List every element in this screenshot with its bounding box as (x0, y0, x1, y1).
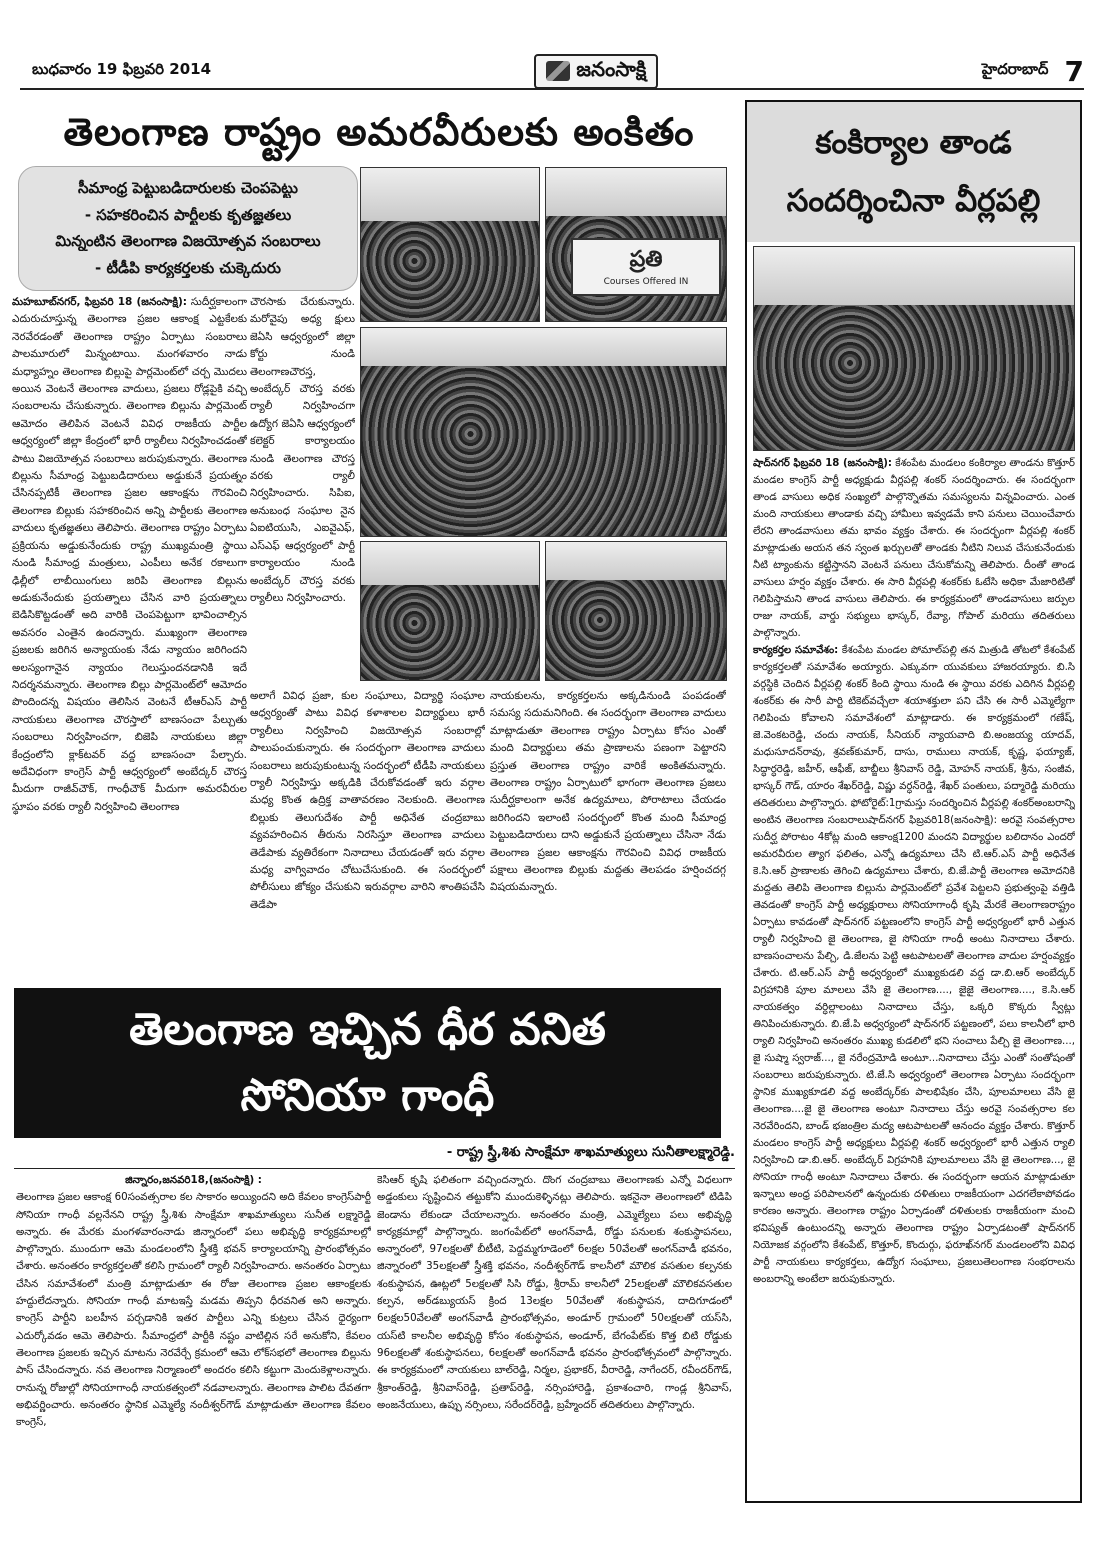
story1-column-3 (490, 688, 726, 980)
story3-column-1 (16, 1172, 371, 1522)
story2-text-2: కేశంపేట మండల పోమాల్‌పల్లి తన మిత్రుడి తోటలో కేశంపేట్ కార్యకర్తలతో సమావేశం అయ్యారు. ఎక్కువగా యువకులు హాజరయ్యారు. బి.సి వర్గస్థికి చెందిన వీర్లపల్లి శంకర్ కింది స్థాయి నుండి ఈ స్థాయి వరకు ఎదిగిన వీర్లపల్లి శంకర్‌కు ఈ సారీ పార్టి టికెట్‌వచ్చేలా శయాశక్తులా పని చేసి ఈ సారీ ఎమ్మెల్యేగా గెలిపించు కోవాలని సమావేశంలో మాట్లాడారు. ఈ కార్యక్రమంలో గణేష్, జె.వెంకటరెడ్డి, చందు నాయక్, సీనియర్ న్యాయవాది బి.అంజయ్య యాదవ్, మధుసూదన్‌రావు, శ్రవణ్‌కుమార్, దాసు, రాములు నాయక్, కృష్ణ, ఫయ్యాజ్, సిద్ధార్ధరెడ్డి, జహీర్, ఆఫీజ్, బాబ్జీలు శ్రీనివాస్ రెడ్డి, మోహన్ నాయక్, శ్రీను, సంజీవ, భాస్కర్ గౌడ్, యారం శేఖర్‌రెడ్డి, విష్ణు వర్ధన్‌రెడ్డి, శేఖర్ పంతులు, పద్మారెడ్డి మరియు తదితరులు పాల్గొన్నారు. ఫోటోరైట్:1గ్రామస్తు సందర్శించిన వీర్లపల్లి శంకర్‌అంబరాన్ని అంటిన తెలంగాణ సంబరాలుషాద్‌నగర్ ఫిబ్రవరి18(జనంసాక్షి): అరవై సంవత్సరాల సుదీర్ఘ పోరాటం 4కోట్ల మంది ఆకాంక్ష1200 మందని విద్యార్థుల బలిదానం ఎందరో అమరవీరుల త్యాగ ఫలితం, ఎన్నో ఉద్యమాలు చేసి టి.ఆర్.ఎస్ పార్టీ అధినేత కె.సి.ఆర్ ప్రాణాలకు తెగించి ఉద్యమాలు చేశారు, బి.జే.పార్టీ తెలంగాణ అమోదనికి మద్దతు తెలిపి తెలంగాణ బిల్లును పార్లమెంట్‌లో ప్రవేశ పెట్టలని ప్రభుత్వంపై వత్తిడి తెవడంతో కాంగ్రెస్ పార్టీ అధ్యక్షురాలు సోనియాగాంధీ కృషి మేరకే తెలంగాణరాష్ట్రం ఏర్పాటు కావడంతో షాద్‌నగర్ పట్టణంలోని కాంగ్రెస్ పార్టీ అధ్వర్యంలో భారీ ఎత్తున ర్యాలీ నిర్వహించి జై తెలంగాణ, జై సోనియా గాంధీ అంటు నినాదాలు చేశారు. బాణసంచాలను పేల్చి, డి.జేలను పెట్టి ఆటపాటలతో తెలంగాణ వాదుల హర్షంవ్యక్తం చేశారు. టి.ఆర్.ఎస్ పార్టీ అధ్వర్యంలో ముఖ్యకుడలి వద్ద డా.బి.ఆర్ అంబేద్కర్ విగ్రహానికి పూల మాలలు వేసి జై తెలంగాణ...., జైజై తెలంగాణ...., కె.సి.ఆర్ నాయకత్వం వర్ధిల్లాలంటు నినాదాలు చేస్తు, ఒక్కరి కొక్కరు స్వీట్లు తినిపించుకున్నారు. బి.జే.పి అధ్వర్యంలో షాద్‌నగర్ పట్టణంలో, పలు కాలనీలో భారి ర్యాలి నిర్వహించి అనంతరం ముఖ్య కుడలిలో భని సంచాలు పేల్చి జై తెలంగాణ..., జై సుష్మా స్వరాజ్..., జై నరేంద్రమోడి అంటూ...నినాదాలు చేస్తు ఎంతో సంతోషంతో సంబరాలు జరుపుకున్నారు. టి.జే.సి అధ్వర్యంలో తెలంగాణ ఏర్పాటు సందర్భంగా స్థానిక ముఖ్యకూడలి వద్ద అంబేద్కర్‌కు పాలభిషేకం చేసి, పూలమాలలు వేసి జై తెలంగాణ....జై జై తెలంగాణ అంటూ నినాదాలు చేస్తు అరవై సంవత్సరాల కల నెరవేరిందని, బాండ్ భజంత్రిల మద్య ఆటపాటలతో ఆనందం వ్యక్తం చేశారు. కొత్తూర్ మండలం కాంగ్రెస్ పార్టీ అధ్యక్షులు వీర్లపల్లి శంకర్ అధ్వర్యంలో భారీ ఎత్తున ర్యాలి నిర్వహించి డా.బి.ఆర్. అంబేద్కర్ విగ్రహనికి పూలమాలలు వేసి జై తెలంగాణ..., జై సోనియా గాంధీ అంటూ నినాదాలు చేశారు. ఈ సందర్భంగా ఆయన మాట్లాడుతూ ఇన్నాలు అంధ్ర పరిపాలనలో ఉన్నందుకు దళితులు రాజకీయంగా ఎదగలేకాపోవడం కారణం అన్నారు. తెలంగాణ రాష్ట్రం ఏర్పాడంతో దళితులకు రాజకీయంగా మంచి భవిష్యత్ ఉంటుందన్ని అన్నారు తెలంగాణ రాష్ట్రం ఏర్పాడటంతో షాద్‌నగర్ నియోజక వర్గంలోని కేశంపేట్, కొత్తూర్, కొందుర్గు, ఫరూఖ్‌నగర్ మండలంలోని వివిధ పార్టీ నాయకులు కార్యకర్తలు, ఉద్యోగ సంఘాలు, ప్రజలుతెలంగాణ సంభరాలను అంబరాన్ని అంటేలా జరుపుకున్నారు. (753, 645, 1075, 1285)
story3-body-2: కెసిఆర్ కృషి ఫలితంగా వచ్చిందన్నారు. దొంగ చంద్రబాబు తెలంగాణకు ఎన్నో విధలుగా అడ్డంకులు సృష్టించిన తట్టుకోని ముందుకెళ్ళినట్లు తెలిపారు. ఇకనైనా తెలంగాణలో టిడిపి జెండాను లేకుండా చేయాలన్నారు. అనంతరం మంత్రి, ఎమ్మెల్యేలు పలు అభివృద్ధి కార్యక్రమాల్లో పాల్గొన్నారు. జంగంపేట్‌లో అంగన్‌వాడీ, రోడ్డు పనులకు శంకుస్థాపనలు, అన్నారంలో, 97లక్షలతో బీటీటి, పెద్దమ్మగూడెంలో 6లక్షల 50వేలతో అంగన్‌వాడీ భవనం, జిన్నారంలో 35లక్షలతో స్త్రీశక్తి భవనం, నందీశ్వర్‌గౌడ్ కాలనీలో మౌలిక వసతుల కల్పనకు శంకుస్థాపన, ఊట్లలో 5లక్షలతో సిసి రోడ్డు, శ్రీరామ్ కాలనీలో 25లక్షలతో మౌలికవసతుల కల్పన, అర్‌డబ్యుయస్ క్రింద 13లక్షల 50వేలతో శంకుస్థాపన, దాదిగూడంలో 6లక్షల50వేలతో అంగన్‌వాడీ ప్రారంభోత్సవం, అండూర్ గ్రామంలో 50లక్షలతో యస్‌సి, యస్‌టి కాలనీల అభివృద్ధి కోసం శంకుస్థాపన, అండూర్, బేగంపేట్‌కు కొత్త బిటి రోడ్డుకు 96లక్షలతో శంకుస్థాపనలు, 6లక్షలతో అంగన్‌వాడీ భవనం ప్రారంభోత్సవంలో పాల్గొన్నారు. ఈ కార్యక్రమంలో నాయకులు బాల్‌రెడ్డి, నిర్మల, ప్రభాకర్, వీరారెడ్డి, నాగేందర్, రవీందర్‌గౌడ్, శ్రీకాంత్‌రెడ్డి, శ్రీనివాస్‌రెడ్డి, ప్రతాప్‌రెడ్డి, నర్సింహారెడ్డి, ప్రకాశంచారి, గాండ్ల శ్రీనివాస్, అంజనేయులు, ఉప్పు నర్సింలు, సరేందర్‌రెడ్డి, బ్రహ్మేందర్ తదితరులు పాల్గొన్నారు. (377, 1174, 732, 1411)
story1-column-2b (250, 688, 485, 980)
story3-quote: - రాష్ట్ర స్త్రీ,శిశు సాంక్షేమా శాఖమాత్యులు సునీతాలక్ష్మారెడ్డి. (446, 1145, 735, 1160)
story1-subheads (18, 166, 358, 291)
story3-body-1: తెలంగాణ ప్రజల ఆకాంక్ష 60సంవత్సరాల కల సాకారం అయ్యిందని అది కేవలం కాంగ్రెస్‌పార్టీ సోనియా గాంధీ వల్లనేనని రాష్ట్ర స్త్రీ,శిశు సాంక్షేమా శాఖమాత్యులు సునీత లక్ష్మారెడ్డి అన్నారు. ఈ మేరకు మంగళవారంనాడు జిన్నారంలో పలు అభివృద్ధి కార్యక్రమాలల్లో పాల్గొన్నారు. ముందుగా ఆమె మండలంలోని స్త్రీశక్తి భవన్ కార్యాలయాన్ని ప్రారంభోత్సవం చేశారు. అనంతరం కార్యకర్తలతో కలిసి గ్రామంలో ర్యాలీ నిర్వహించారు. అనంతరం ఏర్పాటు చేసిన సమావేశంలో మంత్రి మాట్లాడుతూ ఈ రోజు తెలంగాణ ప్రజల ఆకాంక్షలకు హద్దులేదన్నారు. సోనియా గాంధీ మాటఇస్తే మడమ తిప్పని ధీరవనిత అని అన్నారు. కాంగ్రెస్ పార్టీని బలహీన పర్చడానికి ఇతర పార్టీలు ఎన్ని కుట్రలు చేసిన ధైర్యంగా ఎదుర్కోవడం ఆమె తెలిపారు. సీమాంధ్రలో పార్టీకి నష్టం వాటిల్లిన సరే అనుకోని, కేవలం తెలంగాణ ప్రజలకు ఇచ్చిన మాటను నెరవేర్చే క్రమంలో ఆమె లోక్‌సభలో తెలంగాణ బిల్లును పాస్ చేసిందన్నారు. నవ తెలంగాణ నిర్మాణంలో అందరం కలిసి కట్టుగా మెందుకెళ్లాలన్నారు. రానున్న రోజుల్లో సోనియాగాంధీ నాయకత్వంలో నడవాలన్నారు. తెలంగాణ పాలిట దేవతగా అభివర్ణించారు. అనంతరం స్థానిక ఎమ్మెల్యే నందీశ్వర్‌గౌడ్ మాట్లాడుతూ తెలంగాణ కేవలం కాంగ్రెస్, (16, 1191, 371, 1429)
photo-rally-crowd (545, 541, 727, 681)
newspaper-logo (534, 54, 658, 89)
banner-text: ప్రతి (629, 247, 663, 272)
divider (14, 1168, 735, 1169)
story3-column-2 (377, 1172, 732, 1522)
story2-headline (747, 102, 1080, 242)
story2-subhead: కార్యకర్తల సమావేశం: (753, 645, 839, 656)
story3-headline-line2: సోనియా గాంధీ (240, 1070, 495, 1121)
photo-rally-bikes (360, 167, 540, 322)
edition-city: హైదరాబాద్ (981, 60, 1049, 78)
story1-column-1 (12, 294, 247, 980)
story1-headline: తెలంగాణ రాష్ట్రం అమరవీరులకు అంకితం (63, 110, 695, 154)
story1-dateline: మహబూబ్‌నగర్, ఫిబ్రవరి 18 (జనంసాక్షి): (12, 296, 187, 308)
story1-body-2: చౌరసాకు చేరుకున్నారు. మరోవైపు అధ్య క్షులు జెఏసి ఆధ్వర్యంలో జిల్లా కోర్టు నుండి తెలంగాణచౌరస్త, అంబేద్కర్ చౌరస్త వరకు ర్యాలీ నిర్వహించగా ఉద్యోగ జెఏసి ఆధ్వర్యంలో కలెక్టర్ కార్యాలయం నుండి తెలంగాణ చౌరస్త వరకు ర్యాలీ నిర్వహించారు. సిపిఐ, అనుబంధ సంఘాల నైన ఏఐటియుసి, ఎఐవైఎఫ్, ఎస్ఎఫ్ ఆధ్వర్యంలో పార్టీ కార్యాలయం నుండి అంబేద్కర్ చౌరస్త వరకు ర్యాలీలు నిర్వహించారు. (250, 296, 355, 604)
story2-body (753, 455, 1075, 1500)
photo-leader-visit (753, 246, 1075, 451)
story1-body-3: నాయకులను, కార్యకర్తలను అక్కడినుండి పంపడంతో సమస్య సదుమనిగింది. ఈ సందర్భంగా తెలంగాణ వాదులు మాట్లాడుతూ తెలంగాణ రాష్ట్రం ఏర్పాటు కోసం ఎంతో మంది విద్యార్థులు తమ ప్రాణాలను పణంగా పెట్టారని ప్రస్తుత తెలంగాణ రాష్ట్రం వారికే అంకితమన్నారు. తెలంగాణ రాష్ట్రం ఏర్పాటులో భాగంగా తెలంగాణ ప్రజలు సుదీర్ఘకాలంగా అనేక ఉద్యమాలు, పోరాటాలు చేయడం జరిగిందని ఇలాంటి సందర్భంలో కొంత మంది సీమాంధ్ర పెట్టుబడిదారులు దాని అడ్డుకునే ప్రయత్నాలు చేసినా నేడు తెలంగాణ ప్రజల ఆకాంక్షను గౌరవించి వివిధ రాజకీయ పక్షాలు తెలంగాణ బిల్లుకు మద్దతు తెలపడం హర్షించదగ్గ విషయమన్నారు. (490, 690, 726, 894)
story1-column-2 (250, 294, 355, 684)
subhead-line: - టీడీపి కార్యకర్తలకు చుక్కెదురు (95, 259, 281, 278)
issue-date: బుధవారం 19 ఫిబ్రవరి 2014 (32, 60, 212, 78)
story3-headline (14, 988, 721, 1138)
story2-headline-line2: సందర్శించినా వీర్లపల్లి (786, 183, 1041, 219)
banner-subtext: Courses Offered IN (603, 277, 689, 287)
story2-dateline: షాద్‌నగర్ ఫిబ్రవరి 18 (జనంసాక్షి): (753, 458, 892, 469)
story3-dateline-wrap (16, 1172, 371, 1189)
story2-headline-line1: కంకిర్యాల తాండ (815, 125, 1012, 161)
subhead-line: మిన్నంటిన తెలంగాణ విజయోత్సవ సంబరాలు (55, 232, 321, 251)
page-number: 7 (1064, 54, 1084, 88)
masthead (20, 54, 1084, 90)
story2-text-1: కేశంపేట మండలం కంకిర్యాల తాండను కొత్తూర్ మండల కాంగ్రెస్ పార్టీ అధ్యక్షుడు వీర్లపల్లి శంకర్ సందర్శించారు. ఈ సందర్భంగా తాండ వాసులు అధిక సంఖ్యలో పాల్గొన్నొతమ సమస్యలను విన్నవించారు. ఎంత మంది నాయకులు తాండాకు వచ్చి హామీలు ఇవ్వడమే కాని పనులు చెయించేవారు లేరని తాండవాసులు తమ భావం వ్యక్తం చేశారు. ఈ సందర్భంగా వీర్లపల్లి శంకర్ మాట్లాడుతు అయన తన స్వంత ఖర్చులతో తాండకు నీటిని నిలువ చేసుకునేందుకు నీటి ట్యాంకును కట్టిస్తానని వెంటనే పనులు చేసుకోమన్ని తెలిపారు. దీంతో తాండ వాసులు హర్షం వ్యక్తం చేశారు. ఈ సారి వీర్లపల్లి శంకర్‌కు ఓటేసి అధికా మేజారిటితో గెలిపిస్తామని తాండ వాసులు తెలిపారు. ఈ కార్యక్రమంలో తాండవాసులు జర్పుల రాజు నాయక్, వార్డు సభ్యులు భాస్కర్, రేవ్యా, గోపాల్ మరియు తదితరులు పాల్గొన్నారు. (753, 458, 1075, 639)
logo-icon (546, 61, 570, 81)
masthead-right (982, 55, 1084, 88)
story1-body-2b: అలాగే వివిధ ప్రజా, కుల సంఘాలు, విద్యార్థి సంఘాల ఆధ్వర్యంతో పాటు వివిధ కళాశాలల విద్యార్థులు భారీ ర్యాలీలు నిర్వహించి విజయోత్సవ సంబరాల్లో పాలుపంచుకున్నారు. ఈ సందర్భంగా తెలంగాణ వాదులు సంబరాలు జరుపుకుంటున్న సందర్భంలో టీడీపి నాయకులు ర్యాలీ నిర్వహిస్తు అక్కడికి చేరుకోవడంతో ఇరు వర్గాల మధ్య కొంత ఉద్రిక్త వాతావరణం నెలకుంది. తెలంగాణ బిల్లుకు తెలుగుదేశం పార్టీ అధినేత చంద్రబాబు వ్యవహరించిన తీరును నిరసిస్తూ తెలంగాణ వాదులు తెడేపాకు వ్యతిరేకంగా నినాదాలు చేయడంతో ఇరు వర్గాల మధ్య వాగ్వివాదం చోటుచేసుకుంది. ఈ సందర్భంలో పోలీసులు జోక్యం చేసుకుని ఇరువర్గాల వారిని శాంతిపచేసి తెడేపా (250, 690, 485, 911)
photo-rally-banner (545, 167, 727, 322)
subhead-line: సీమాంధ్ర పెట్టుబడిదారులకు చెంపపెట్టు (78, 178, 298, 197)
story3-headline-line1: తెలంగాణ ఇచ్చిన ధీర వనిత (129, 1004, 606, 1055)
banner-sign (571, 238, 721, 296)
story3-dateline: జిన్నారం,జనవరి18,(జనంసాక్షి) : (125, 1174, 262, 1186)
subhead-line: - సహకరించిన పార్టీలకు కృతజ్ఞతలు (84, 205, 292, 224)
story1-body-1: సుదీర్ఘకాలంగా ఎదురుచూస్తున్న తెలంగాణ ప్రజల ఆకాంక్ష ఎట్టకేలకు నెరవేరడంతో తెలంగాణ రాష్ట్రం ఏర్పాటు సంబరాలు పాలమూరులో మిన్నంటాయి. మంగళవారం నాడు మధ్యాహ్నం తెలంగాణ బిల్లుపై పార్లమెంట్‌లో చర్చ మొదలు అయిన వెంటనే తెలంగాణ వాదులు, ప్రజలు రోడ్లపైకి వచ్చి సంబరాలను చేసుకున్నారు. తెలంగాణ బిల్లును పార్లమెంట్ ఆమోదం తెలిపిన వెంటనే వివిధ రాజకీయ పార్టీల ఆధ్వర్యంలో జిల్లా కేంద్రంలో భారీ ర్యాలీలు నిర్వహించడంతో పాటు విజయోత్సవ సంబరాలు జరుపుకున్నారు. తెలంగాణ బిల్లును సీమాంధ్ర పెట్టుబడిదారులు అడ్డుకునే ప్రయత్నం చేసినప్పటికీ తెలంగాణ ప్రజల ఆకాంక్షను గౌరవించి తెలంగాణ బిల్లుకు సహకరించిన అన్ని పార్టీలకు తెలంగాణ వాదులు కృతజ్ఞతలు తెలిపారు. తెలంగాణ రాష్ట్రం ఏర్పాటు ప్రక్రియను అడ్డుకునేందుకు రాష్ట్ర ముఖ్యమంత్రి స్థాయి నుండి సీమాంధ్ర మంత్రులు, ఎంపీలు అనేక రకాలుగా ఢిల్లీలో లాబీయింగులు జరిపి తెలంగాణ బిల్లును అడుకునేందుకు ప్రయత్నాలు చేసిన వారి ప్రయత్నాలు బెడిసికొట్టడంతో అది వారికి చెంపపెట్టుగా భావించాల్సిన అవసరం ఎంతైన ఉందన్నారు. ముఖ్యంగా తెలంగాణ ప్రజలకు జరిగిన అన్యాయంకు నేడు న్యాయం జరిగిందని అలస్యంగానైన న్యాయం గెలుస్తుందనడానికి ఇదే నిదర్శనమన్నారు. తెలంగాణ బిల్లు పార్లమెంట్‌లో ఆమోదం పొందిందన్న విషయం తెలిసిన వెంటనే టీఆర్ఎస్ పార్టీ నాయకులు తెలంగాణ చౌరస్తాలో బాణసంచా పేల్చుతు సంబరాలు నిర్వహించగా, బిజెపి నాయకులు జిల్లా కేంద్రంలోని క్లాక్‌టవర్ వద్ద బాణసంచా పేల్చారు. అదేవిధంగా కాంగ్రెస్ పార్టీ ఆధ్వర్యంలో అంబేద్కర్ చౌరస్త మీదుగా రాజీవ్‌చౌక్, గాంధీచౌక్ మీదుగా అమరవీరుల స్థూపం వరకు ర్యాలీ నిర్వహించి తెలంగాణ (12, 296, 247, 813)
logo-text: జనంసాక్షి (576, 56, 647, 81)
photo-crowd-celebration (360, 327, 727, 537)
photo-rally-street (360, 541, 540, 681)
